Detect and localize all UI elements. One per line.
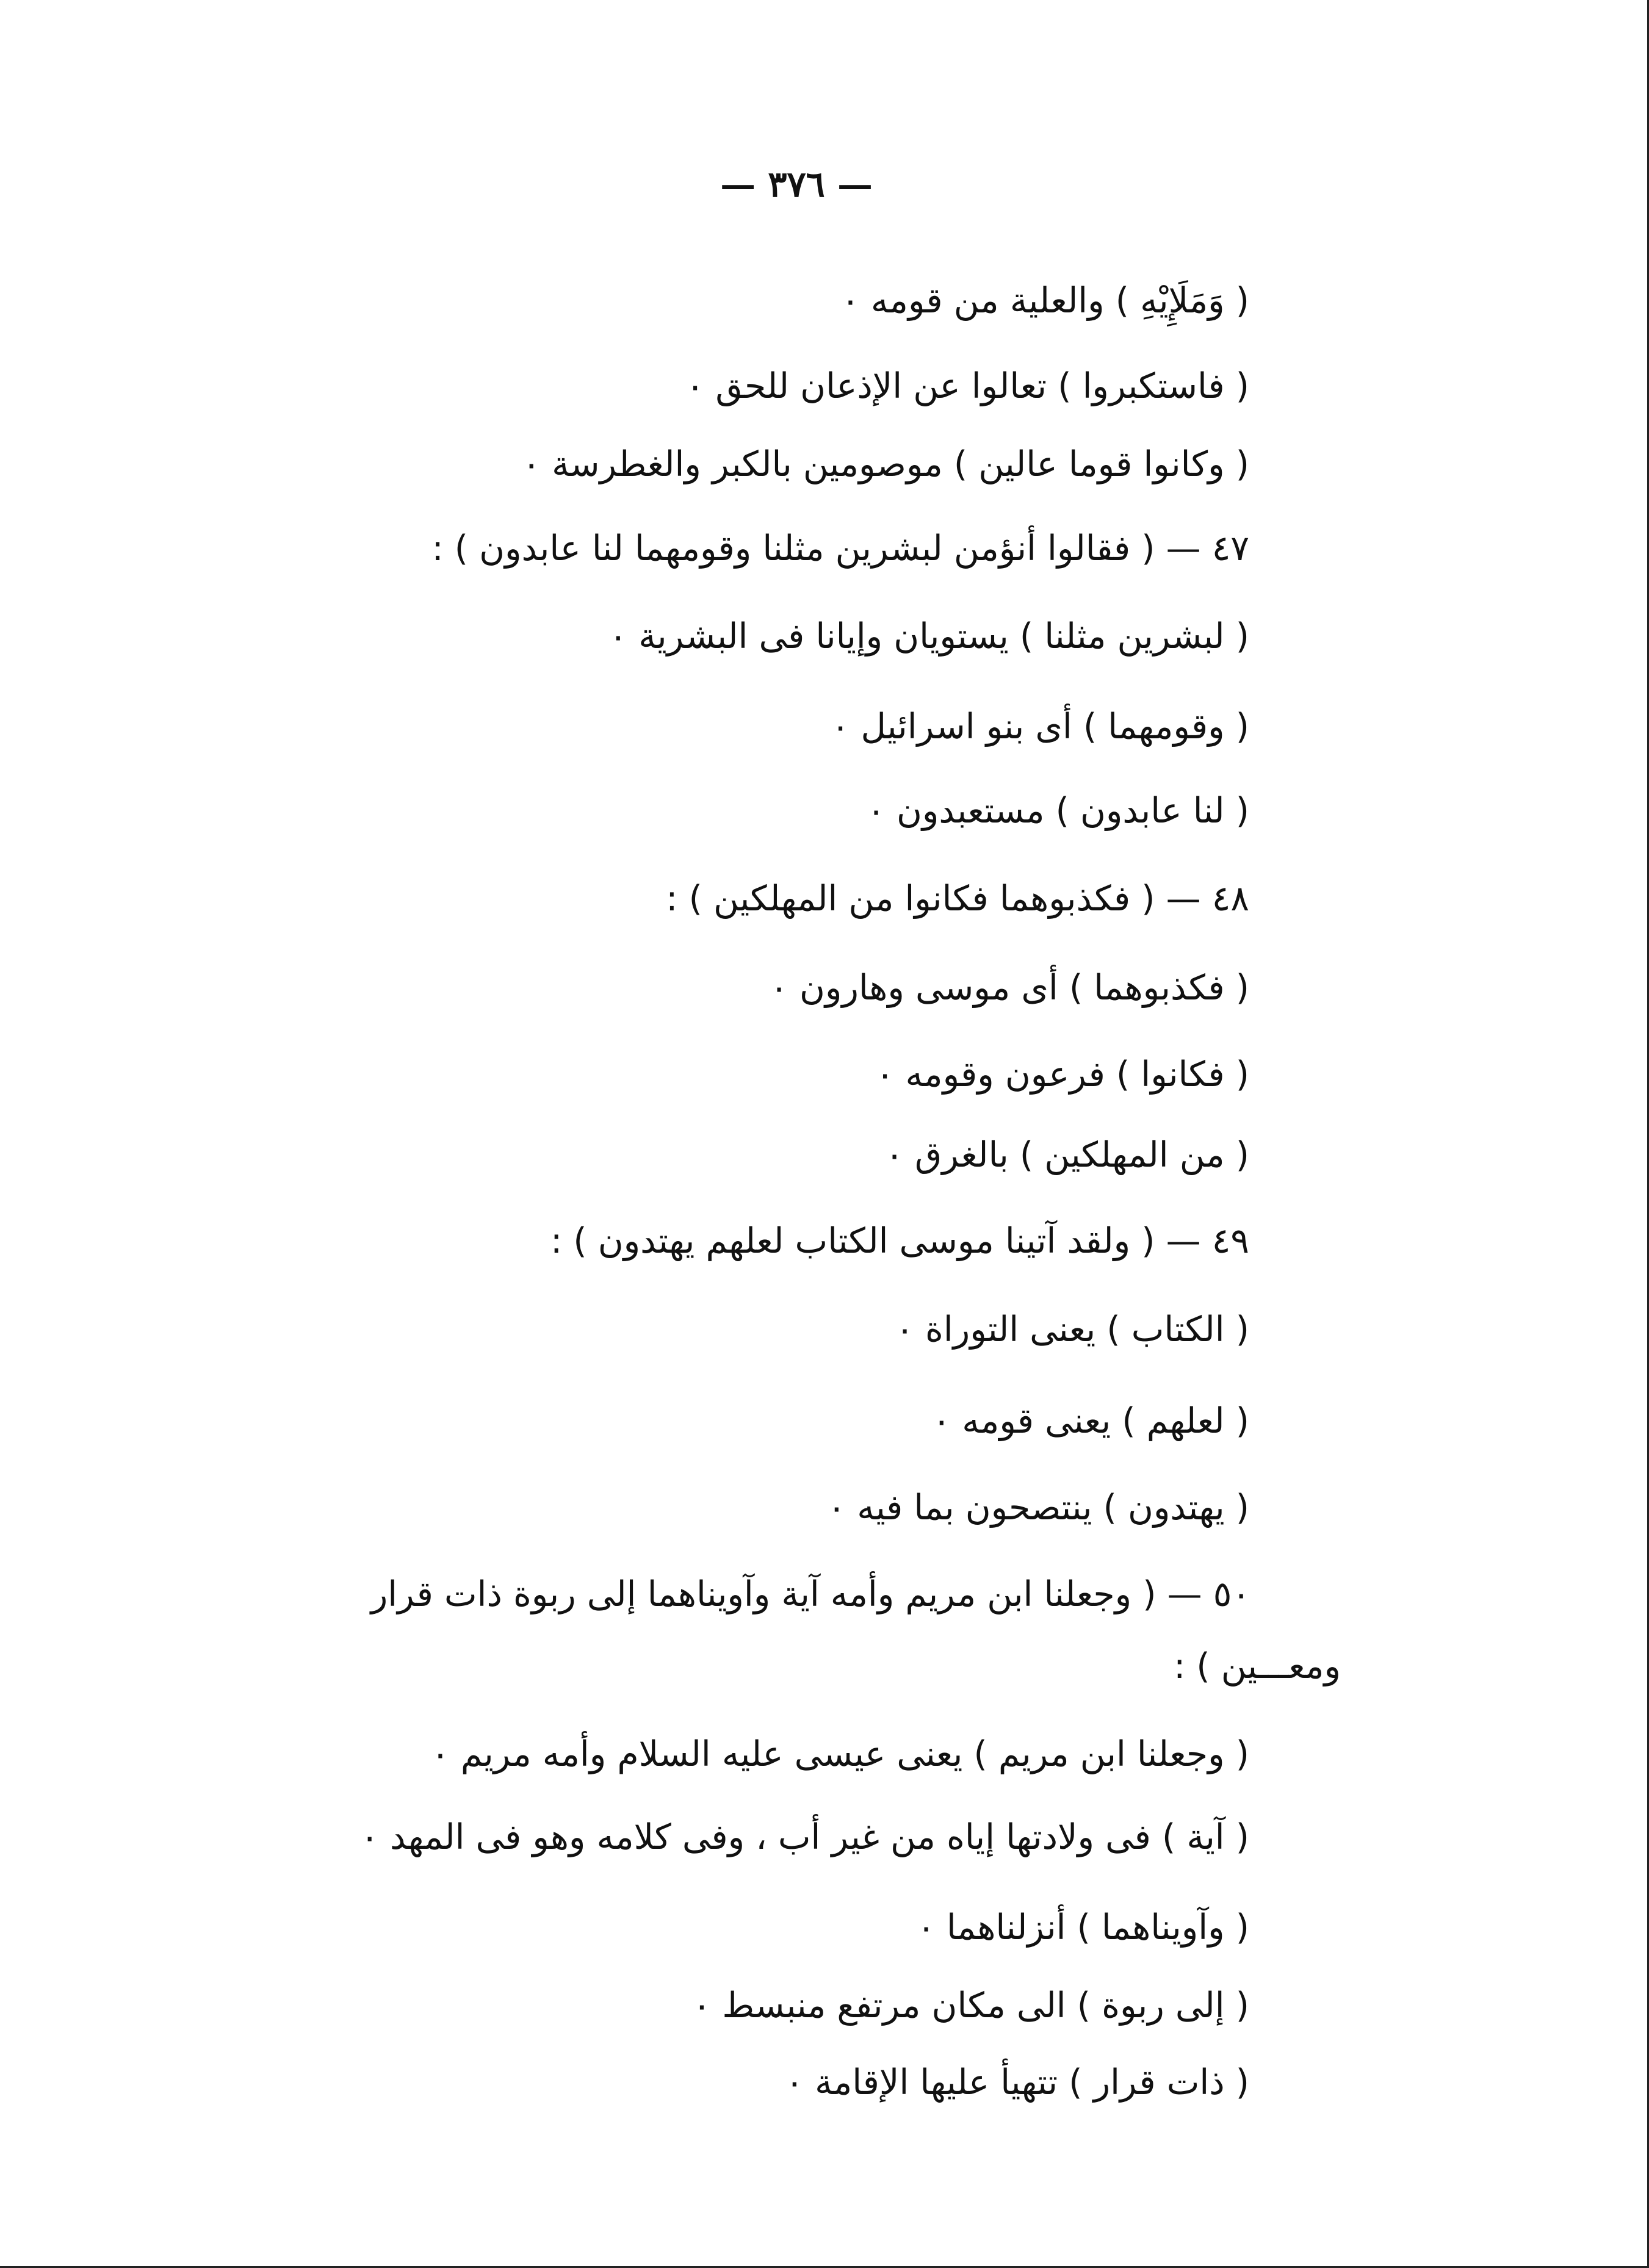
text-line: ومعـــين ) : [1174,1646,1341,1687]
text-line: ( لنا عابدون ) مستعبدون ٠ [867,791,1249,831]
text-line: ( الكتاب ) يعنى التوراة ٠ [895,1309,1249,1350]
text-line: ( لعلهم ) يعنى قومه ٠ [932,1401,1249,1441]
page-number: — ٣٧٦ — [720,164,873,205]
text-line: ٤٩ — ( ولقد آتينا موسى الكتاب لعلهم يهتدون ) : [550,1221,1249,1261]
text-line: ( ذات قرار ) تتهيأ عليها الإقامة ٠ [785,2062,1249,2103]
text-line: ٤٨ — ( فكذبوهما فكانوا من المهلكين ) : [666,879,1249,919]
text-line: ( يهتدون ) ينتصحون بما فيه ٠ [827,1488,1249,1528]
text-line: ( وَمَلَإِيْهِ ) والعلية من قومه ٠ [841,281,1249,321]
text-line: ٥٠ — ( وجعلنا ابن مريم وأمه آية وآويناهما إلى ربوة ذات قرار [370,1574,1250,1615]
text-line: ( وجعلنا ابن مريم ) يعنى عيسى عليه السلام وأمه مريم ٠ [431,1734,1249,1774]
text-line: ( وكانوا قوما عالين ) موصومين بالكبر والغطرسة ٠ [522,444,1249,484]
text-line: ( فكذبوهما ) أى موسى وهارون ٠ [770,968,1249,1008]
text-line: ( فكانوا ) فرعون وقومه ٠ [875,1054,1249,1095]
text-line: ( من المهلكين ) بالغرق ٠ [885,1135,1249,1175]
text-line: ٤٧ — ( فقالوا أنؤمن لبشرين مثلنا وقومهما لنا عابدون ) : [431,528,1249,569]
text-line: ( وآويناهما ) أنزلناهما ٠ [917,1907,1249,1948]
text-line: ( آية ) فى ولادتها إياه من غير أب ، وفى كلامه وهو فى المهد ٠ [360,1817,1249,1857]
text-line: ( وقومهما ) أى بنو اسرائيل ٠ [831,707,1249,747]
text-line: ( لبشرين مثلنا ) يستويان وإيانا فى البشرية ٠ [608,616,1249,657]
text-line: ( فاستكبروا ) تعالوا عن الإذعان للحق ٠ [685,366,1249,406]
text-line: ( إلى ربوة ) الى مكان مرتفع منبسط ٠ [692,1985,1249,2026]
